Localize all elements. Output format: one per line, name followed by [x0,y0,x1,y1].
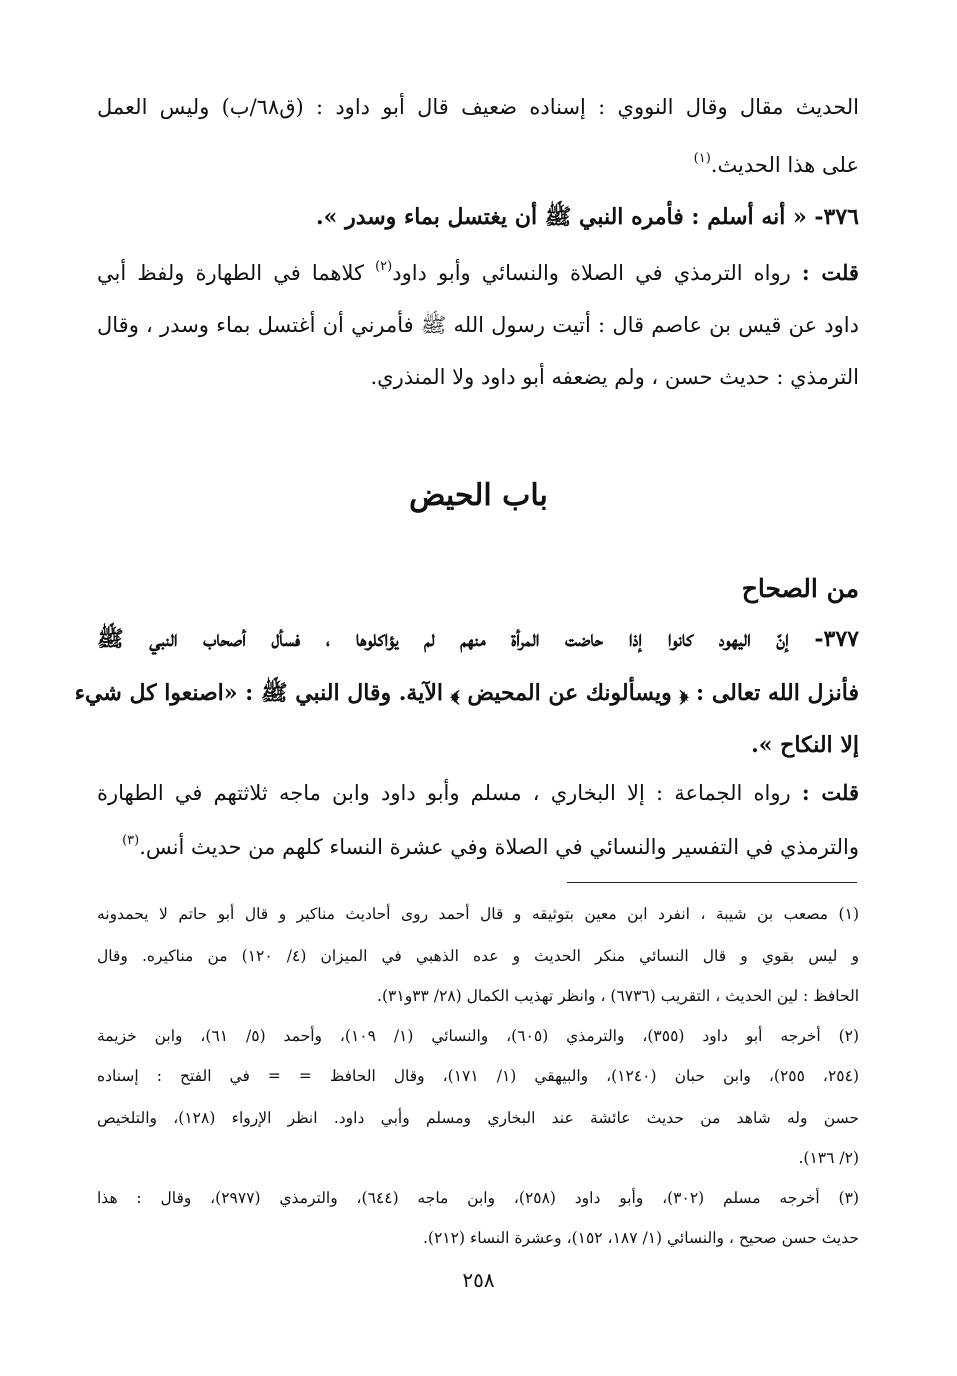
footnote-line: الحافظ : لين الحديث ، التقريب (٦٧٣٦) ، وانظر تهذيب الكمال (٢٨/ ٣٣و٣١). [377,987,859,1005]
commentary-line [97,778,859,808]
text-fragment: رواه الجماعة : إلا البخاري ، مسلم وأبو داود وابن ماجه ثلاثتهم في الطهارة [97,781,791,805]
text-fragment: رواه الترمذي في الصلاة والنسائي وأبو داود [392,261,791,285]
footnote-line: و ليس بقوي و قال النسائي منكر الحديث و عده الذهبي في الميزان (٤/ ١٢٠) من مناكيره. وقال [97,947,859,965]
footnote-separator [567,882,857,883]
hadith-heading: ٣٧٧- إنّ اليهود كانوا إذا حاضت المرأة منهم لم يؤاكلوها ، فسأل أصحاب النبي ﷺ [97,626,859,652]
footnote-line: (٢/ ١٣٦). [798,1149,859,1167]
chapter-title: باب الحيض [409,478,548,513]
text-fragment: والترمذي في التفسير والنسائي في الصلاة وفي عشرة النساء كلهم من حديث أنس. [139,835,859,859]
commentary-line [97,258,859,292]
footnote-line: (١) مصعب بن شيبة ، انفرد ابن معين بتوثيقه و قال أحمد روى أحاديث مناكير و قال أبو حاتم لا يحمدونه [97,905,859,923]
text-fragment: على هذا الحديث. [710,153,859,177]
text-line: الحديث مقال وقال النووي : إسناده ضعيف قال أبو داود : (ق٦٨/ب) وليس العمل [97,95,859,119]
footnote-ref: (٣) [122,833,140,848]
footnote-ref: (٢) [375,259,393,274]
commentary-label: قلت : [801,780,859,805]
text-fragment: كلاهما في الطهارة ولفظ أبي [97,261,364,285]
footnote-line: حسن وله شاهد من حديث عائشة عند البخاري ومسلم وأبي داود. انظر الإرواء (١٢٨)، والتلخيص [97,1109,859,1127]
commentary-label: قلت : [801,260,859,285]
footnote-line: (٢) أخرجه أبو داود (٣٥٥)، والترمذي (٦٠٥)، والنسائي (١/ ١٠٩)، وأحمد (٥/ ٦١)، وابن خزيمة [97,1027,860,1045]
hadith-heading: ٣٧٦- « أنه أسلم : فأمره النبي ﷺ أن يغتسل بماء وسدر ». [316,204,859,230]
footnote-ref: (١) [693,151,711,166]
page-number: ٢٥٨ [462,1268,495,1292]
section-title: من الصحاح [741,574,859,603]
footnote-line: حديث حسن صحيح ، والنسائي (١/ ١٨٧، ١٥٢)، وعشرة النساء (٢١٢). [423,1229,859,1247]
commentary-line: داود عن قيس بن عاصم قال : أتيت رسول الله ﷺ فأمرني أن أغتسل بماء وسدر ، وقال [97,313,859,337]
footnote-line: (٣) أخرجه مسلم (٣٠٢)، وأبو داود (٢٥٨)، وابن ماجه (٦٤٤)، والترمذي (٢٩٧٧)، وقال : هذا [97,1189,859,1207]
text-line [97,150,859,184]
commentary-line: الترمذي : حديث حسن ، ولم يضعفه أبو داود ولا المنذري. [370,365,859,389]
hadith-heading: فأنزل الله تعالى : ﴿ ويسألونك عن المحيض ﴾ الآية. وقال النبي ﷺ : «اصنعوا كل شيء [74,680,859,706]
footnote-line: (٢٥٤، ٢٥٥)، وابن حبان (١٢٤٠)، والبيهقي (١/ ١٧١)، وقال الحافظ = = في الفتح : إسناده [97,1067,859,1085]
hadith-heading: إلا النكاح ». [751,732,859,758]
commentary-line [97,832,859,866]
